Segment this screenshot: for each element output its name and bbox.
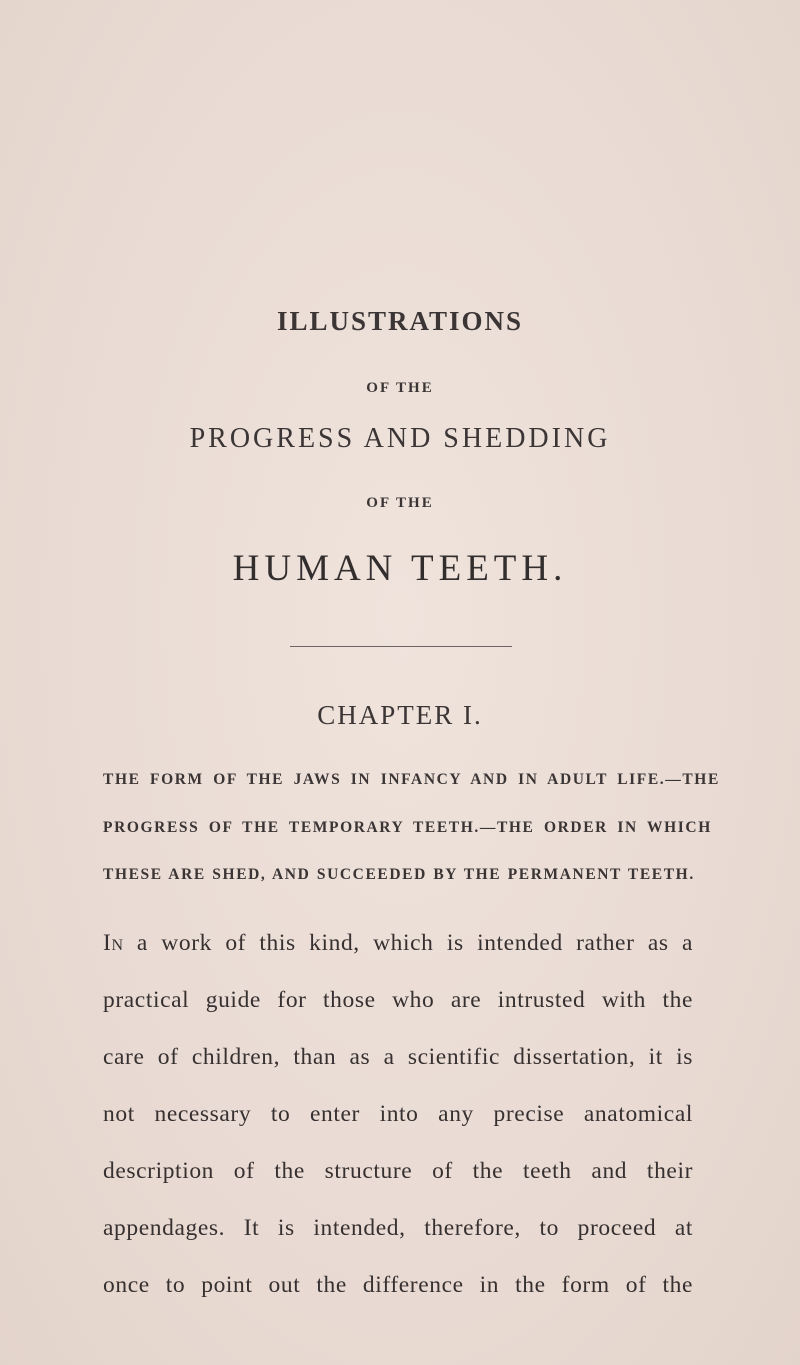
chapter-summary-line: PROGRESS OF THE TEMPORARY TEETH.—THE ORDER IN WHICH: [103, 819, 712, 836]
body-paragraph-line: [103, 930, 693, 957]
chapter-heading: CHAPTER I.: [317, 700, 483, 730]
first-line-tail: a work of this kind, which is intended rather as a: [123, 930, 693, 956]
title-progress-and-shedding: PROGRESS AND SHEDDING: [189, 423, 611, 454]
drop-initial: I: [103, 930, 112, 956]
title-divider-rule: [290, 646, 512, 647]
body-paragraph-line: practical guide for those who are intrusted with the: [103, 987, 693, 1013]
body-paragraph-line: once to point out the difference in the form of the: [103, 1272, 693, 1298]
chapter-summary-line: THE FORM OF THE JAWS IN INFANCY AND IN ADULT LIFE.—THE: [103, 771, 720, 788]
chapter-summary-line: THESE ARE SHED, AND SUCCEEDED BY THE PERMANENT TEETH.: [103, 866, 695, 883]
first-word-smallcaps: n: [111, 930, 124, 956]
first-line-rest: [111, 930, 693, 956]
body-paragraph-line: care of children, than as a scientific dissertation, it is: [103, 1044, 693, 1070]
title-of-the-2: OF THE: [366, 495, 434, 511]
body-paragraph-line: appendages. It is intended, therefore, to proceed at: [103, 1215, 693, 1241]
title-human-teeth: HUMAN TEETH.: [232, 548, 568, 589]
body-paragraph-line: description of the structure of the teeth and their: [103, 1158, 693, 1184]
body-paragraph-line: not necessary to enter into any precise anatomical: [103, 1101, 693, 1127]
title-of-the-1: OF THE: [366, 380, 434, 396]
title-illustrations: ILLUSTRATIONS: [276, 306, 524, 336]
